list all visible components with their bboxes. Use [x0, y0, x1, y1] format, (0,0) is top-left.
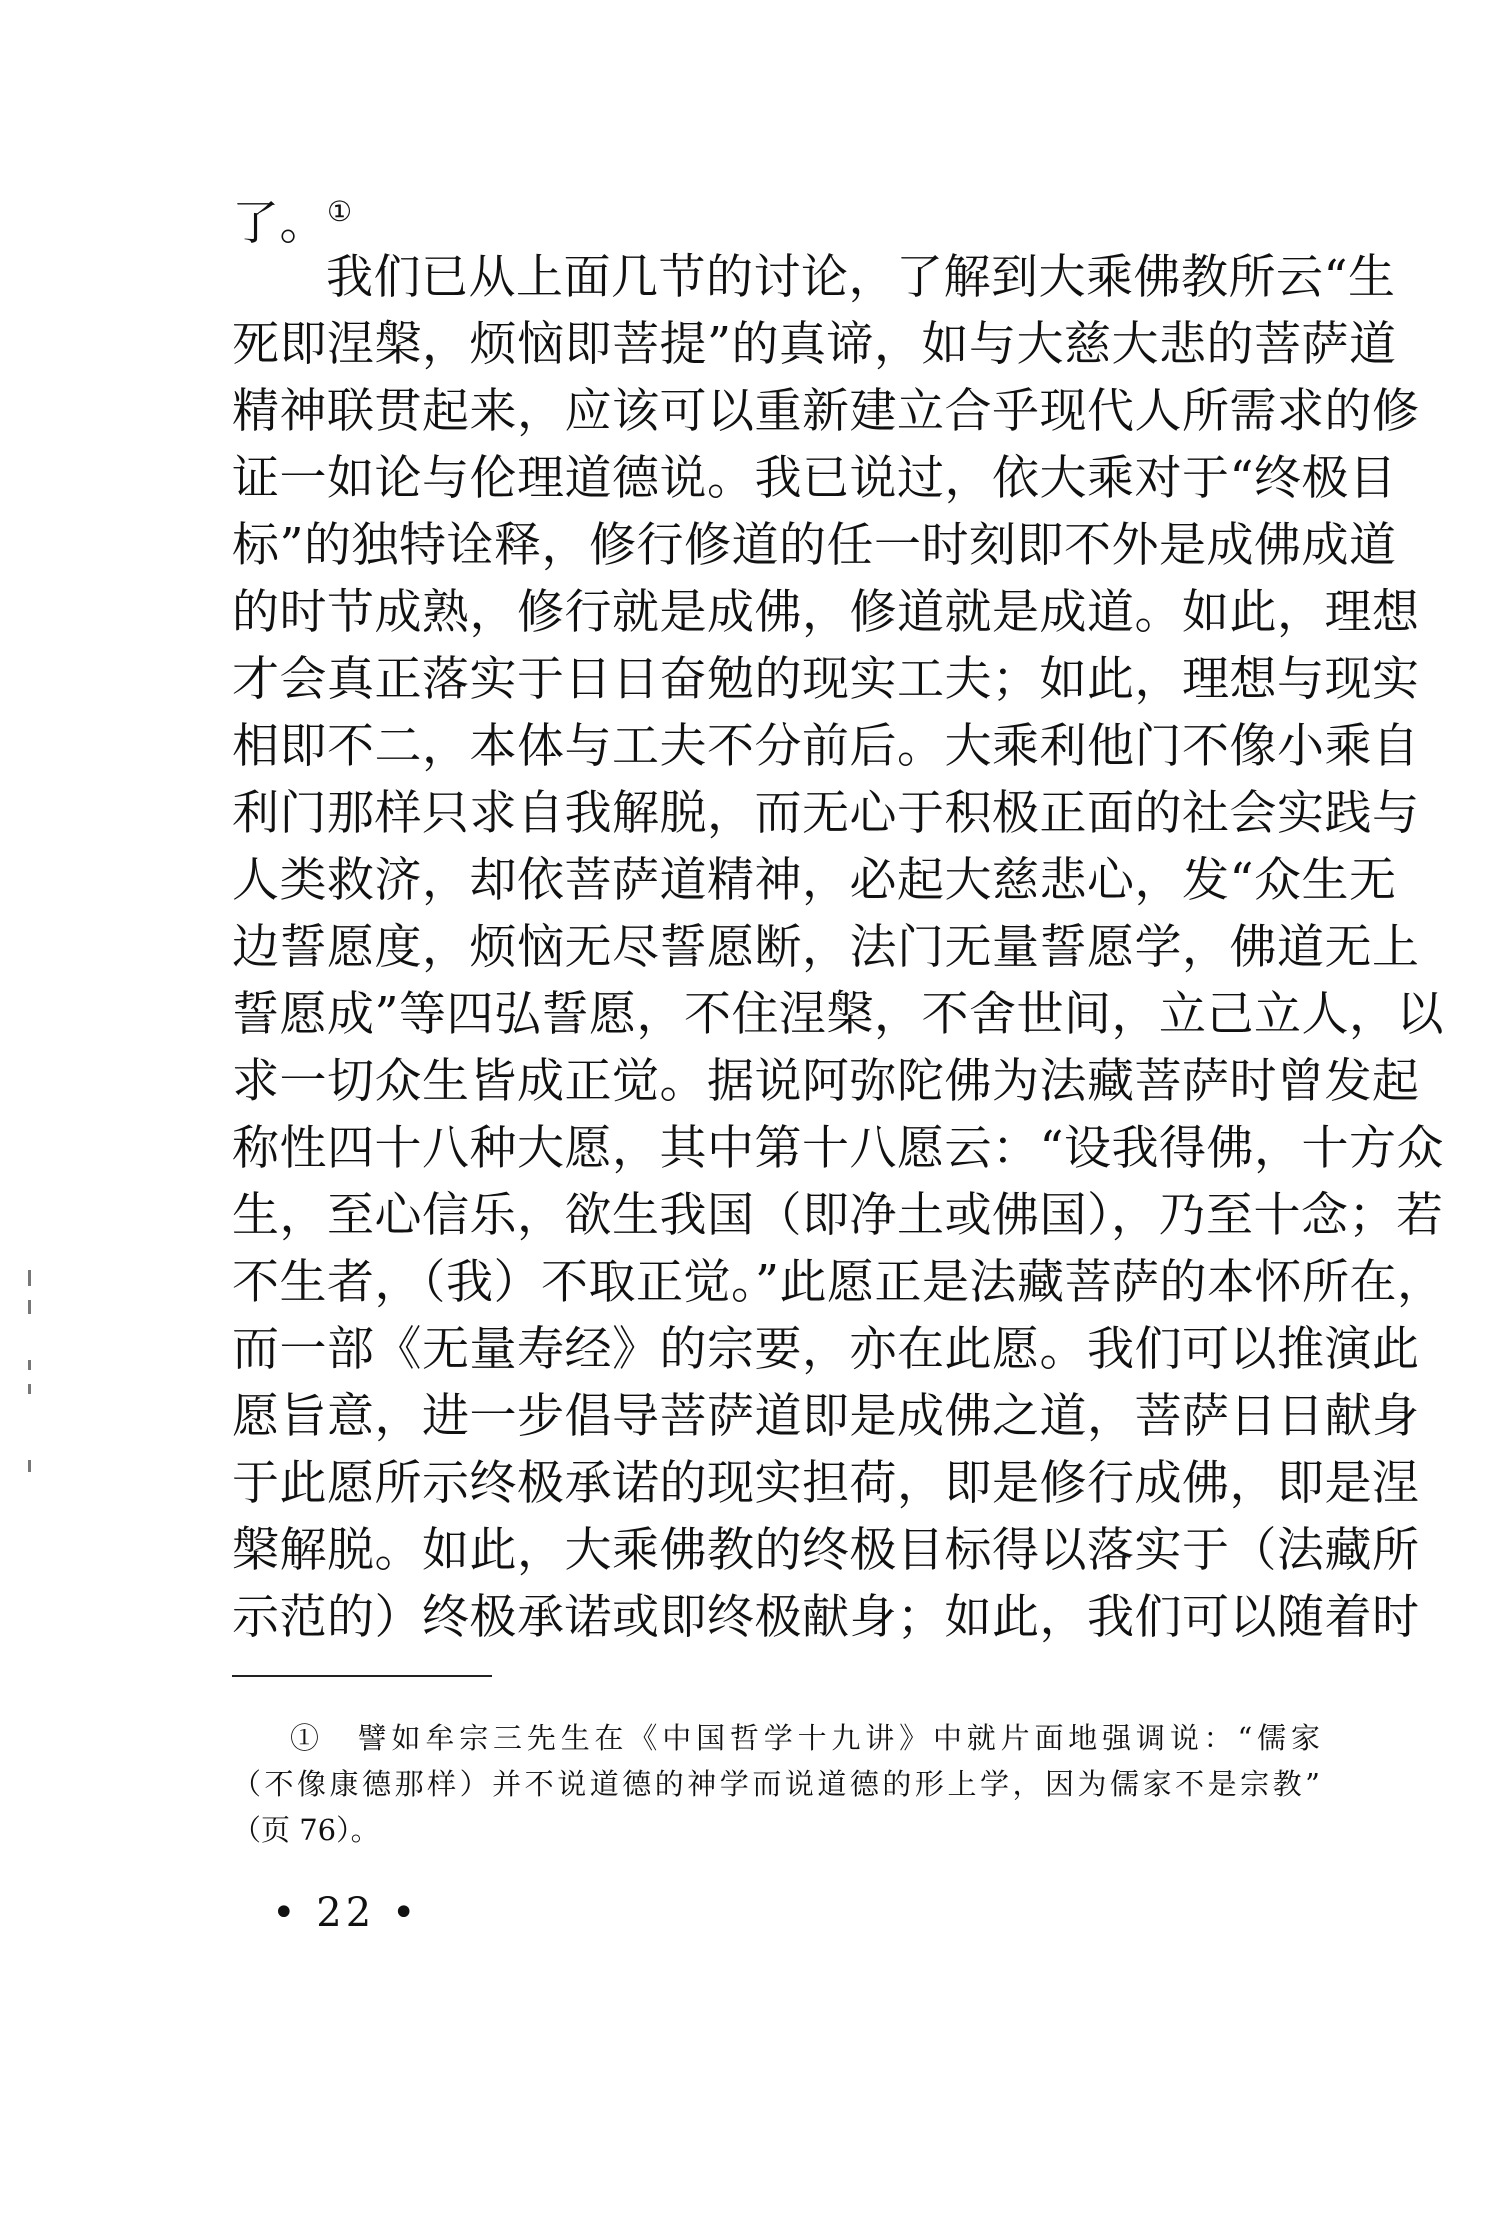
scan-speck — [28, 1300, 31, 1314]
body-line: 槃解脱。如此，大乘佛教的终极目标得以落实于（法藏所 — [232, 1523, 1420, 1578]
body-line: 标”的独特诠释，修行修道的任一时刻即不外是成佛成道 — [232, 518, 1397, 573]
body-line: 而一部《无量寿经》的宗要，亦在此愿。我们可以推演此 — [232, 1322, 1420, 1377]
scan-speck — [28, 1384, 31, 1394]
body-line: 求一切众生皆成正觉。据说阿弥陀佛为法藏菩萨时曾发起 — [232, 1054, 1420, 1109]
body-line: 人类救济，却依菩萨道精神，必起大慈悲心，发“众生无 — [232, 853, 1397, 908]
footnote-marker: ① — [327, 195, 353, 228]
body-line: 证一如论与伦理道德说。我已说过，依大乘对于“终极目 — [232, 451, 1397, 506]
body-line: 边誓愿度，烦恼无尽誓愿断，法门无量誓愿学，佛道无上 — [232, 920, 1420, 975]
body-line: 称性四十八种大愿，其中第十八愿云：“设我得佛，十方众 — [232, 1121, 1445, 1176]
footnote-line: （不像康德那样）并不说道德的神学而说道德的形上学，因为儒家不是宗教” — [232, 1767, 1320, 1801]
body-line: 的时节成熟，修行就是成佛，修道就是成道。如此，理想 — [232, 585, 1420, 640]
footnote-line: ① 譬如牟宗三先生在《中国哲学十九讲》中就片面地强调说：“儒家 — [290, 1721, 1320, 1755]
body-line: 精神联贯起来，应该可以重新建立合乎现代人所需求的修 — [232, 384, 1420, 439]
page-number: • 22 • — [272, 1890, 420, 1936]
scan-speck — [28, 1460, 31, 1472]
body-line: 生，至心信乐，欲生我国（即净土或佛国），乃至十念；若 — [232, 1188, 1444, 1243]
scan-speck — [28, 1270, 31, 1286]
body-line: 示范的）终极承诺或即终极献身；如此，我们可以随着时 — [232, 1590, 1420, 1645]
body-text: 了。 — [232, 196, 327, 251]
scan-speck — [28, 1360, 31, 1370]
footnote-divider — [232, 1675, 492, 1677]
body-line: 愿旨意，进一步倡导菩萨道即是成佛之道，菩萨日日献身 — [232, 1389, 1420, 1444]
body-line-opening — [232, 182, 353, 254]
body-line: 誓愿成”等四弘誓愿，不住涅槃，不舍世间，立己立人，以 — [232, 987, 1445, 1042]
body-line: 不生者，（我）不取正觉。”此愿正是法藏菩萨的本怀所在， — [232, 1255, 1445, 1310]
body-line: 利门那样只求自我解脱，而无心于积极正面的社会实践与 — [232, 786, 1420, 841]
body-line: 相即不二，本体与工夫不分前后。大乘利他门不像小乘自 — [232, 719, 1420, 774]
body-line: 于此愿所示终极承诺的现实担荷，即是修行成佛，即是涅 — [232, 1456, 1420, 1511]
body-line: 才会真正落实于日日奋勉的现实工夫；如此，理想与现实 — [232, 652, 1420, 707]
body-line: 死即涅槃，烦恼即菩提”的真谛，如与大慈大悲的菩萨道 — [232, 317, 1397, 372]
body-line: 我们已从上面几节的讨论，了解到大乘佛教所云“生 — [326, 250, 1396, 305]
footnote-line: （页 76）。 — [232, 1813, 380, 1847]
